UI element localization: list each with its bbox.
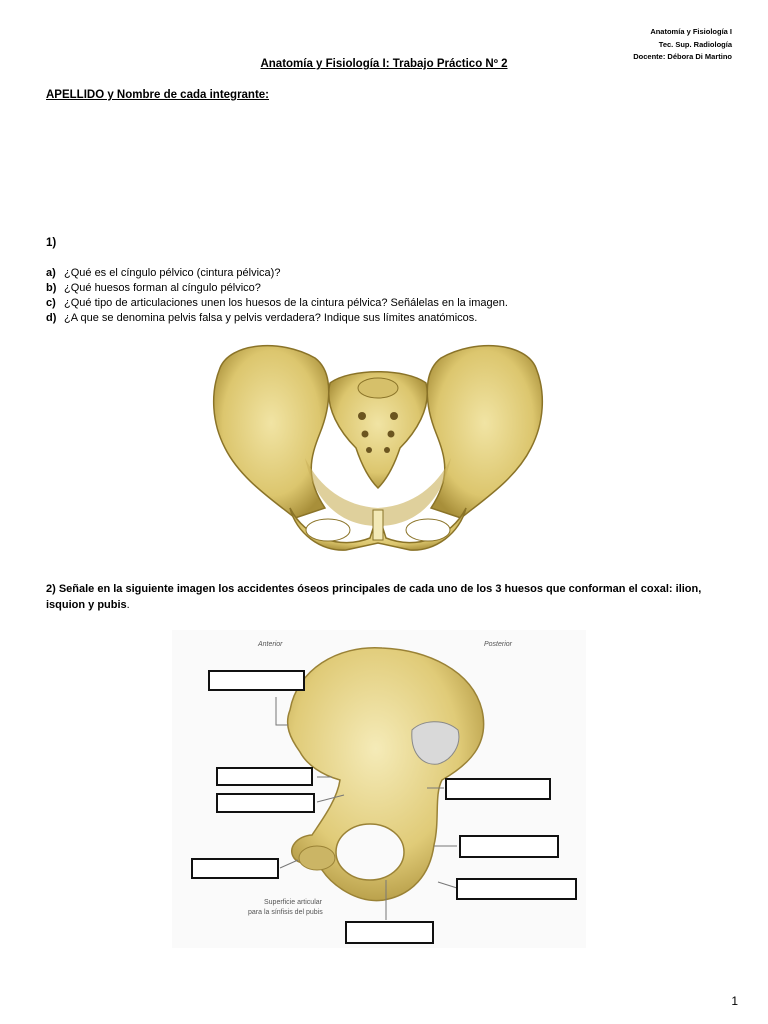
answer-box[interactable] (216, 793, 315, 813)
question2-end: . (126, 598, 130, 611)
pelvis-illustration (210, 338, 546, 552)
answer-box[interactable] (191, 858, 279, 879)
question2-statement: 2) Señale en la siguiente imagen los accidentes óseos principales de cada uno de los 3 huesos que conforman el coxal: ilion, isquion y pubis (46, 583, 702, 611)
header-program: Tec. Sup. Radiología (658, 39, 732, 49)
item-text: ¿Qué es el cíngulo pélvico (cintura pélvica)? (64, 267, 281, 279)
page-number: 1 (731, 994, 738, 1008)
header-course: Anatomía y Fisiología I (650, 27, 732, 36)
item-text: ¿A que se denomina pelvis falsa y pelvis verdadera? Indique sus límites anatómicos. (64, 312, 478, 324)
question1-number: 1) (46, 237, 57, 249)
caption-line-1: Superficie articular (264, 899, 322, 906)
item-letter: b) (46, 282, 57, 294)
item-letter: d) (46, 312, 57, 324)
answer-box[interactable] (208, 670, 305, 691)
label-posterior: Posterior (484, 641, 513, 648)
answer-box[interactable] (345, 921, 434, 944)
answer-box[interactable] (216, 767, 313, 786)
header-teacher: Docente: Débora Di Martino (633, 52, 732, 61)
question1-item-b (46, 281, 508, 296)
question1-item-d (46, 311, 508, 326)
item-text: ¿Qué tipo de articulaciones unen los huesos de la cintura pélvica? Señálelas en la imagen. (64, 297, 508, 309)
item-letter: a) (46, 267, 56, 279)
answer-box[interactable] (445, 778, 551, 800)
item-text: ¿Qué huesos forman al cíngulo pélvico? (64, 282, 261, 294)
item-letter: c) (46, 297, 56, 309)
answer-box[interactable] (456, 878, 577, 900)
question2-text (46, 582, 726, 613)
names-label: APELLIDO y Nombre de cada integrante: (46, 89, 270, 101)
label-anterior: Anterior (258, 641, 283, 648)
answer-box[interactable] (459, 835, 559, 858)
question1-list (46, 266, 508, 326)
page-title: Anatomía y Fisiología I: Trabajo Práctico Nº 2 (260, 58, 508, 70)
question1-item-a (46, 266, 508, 281)
caption-line-2: para la sínfisis del pubis (248, 909, 323, 916)
question1-item-c (46, 296, 508, 311)
